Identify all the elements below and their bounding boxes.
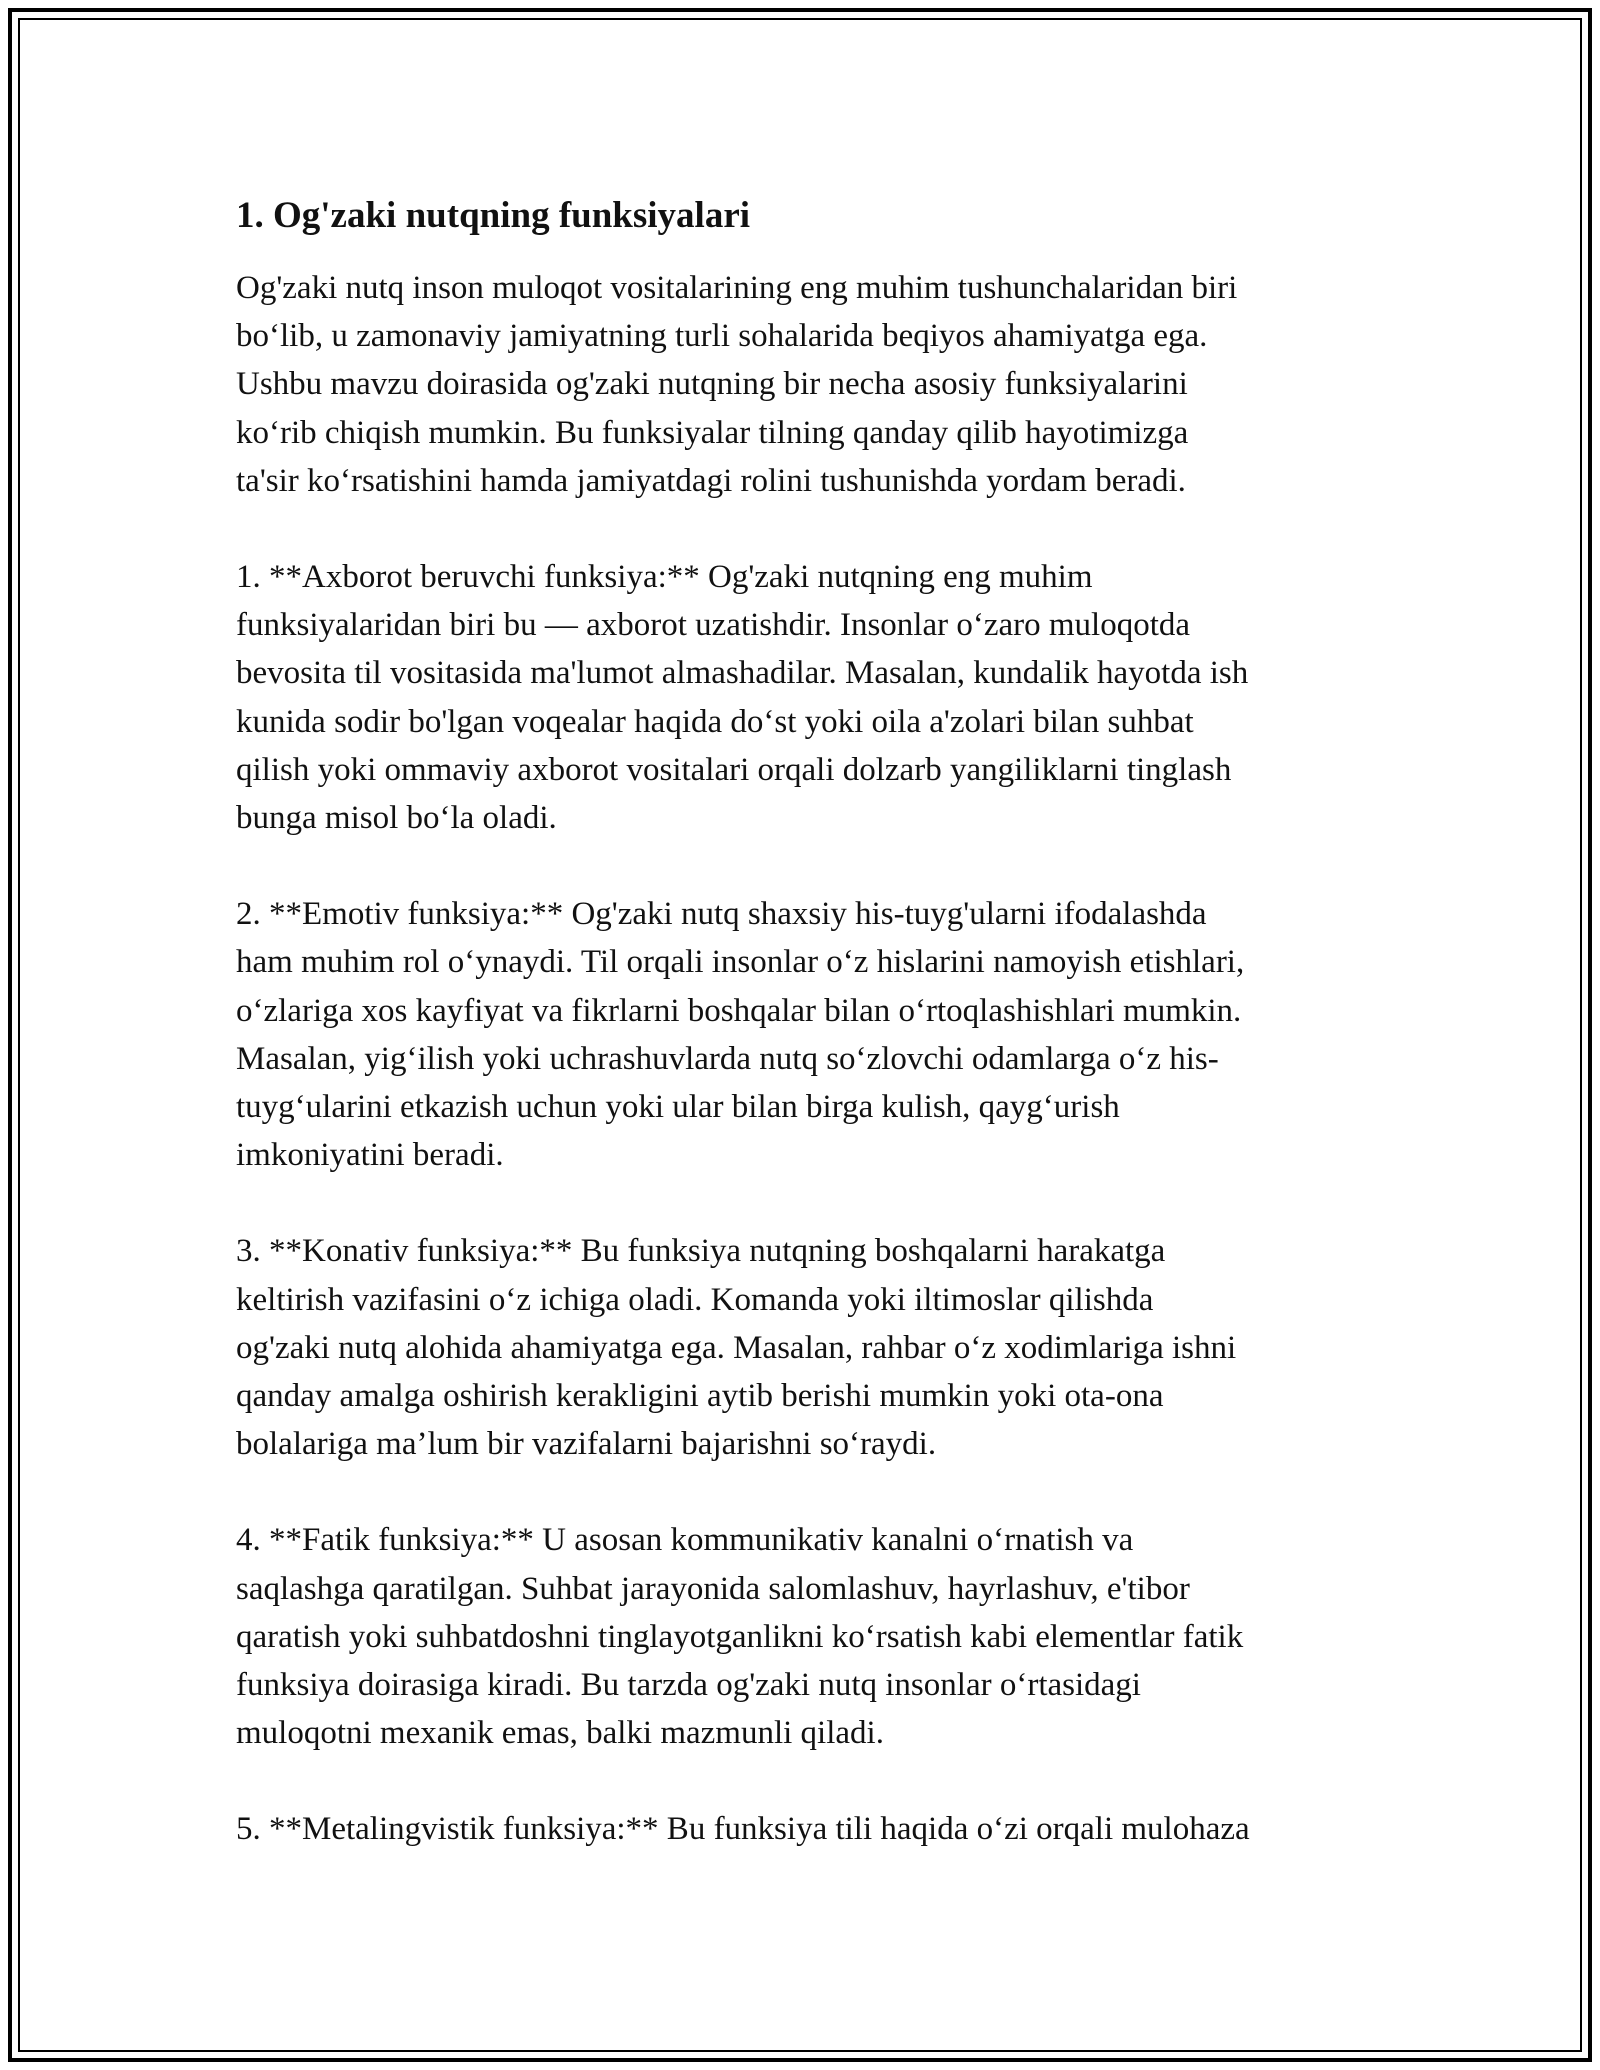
- list-item-axborot: [236, 553, 1416, 842]
- text-line: Ushbu mavzu doirasida og'zaki nutqning bir necha asosiy funksiyalarini: [236, 366, 1188, 403]
- list-item-fatik: [236, 1516, 1416, 1757]
- text-line: 2. **Emotiv funksiya:** Og'zaki nutq shaxsiy his-tuyg'ularni ifodalashda: [236, 896, 1207, 933]
- text-line: 4. **Fatik funksiya:** U asosan kommunikativ kanalni oʻrnatish va: [236, 1522, 1134, 1559]
- text-line: og'zaki nutq alohida ahamiyatga ega. Masalan, rahbar oʻz xodimlariga ishni: [236, 1329, 1237, 1366]
- text-line: imkoniyatini beradi.: [236, 1137, 504, 1174]
- text-line: bunga misol boʻla oladi.: [236, 800, 557, 837]
- text-line: ta'sir koʻrsatishini hamda jamiyatdagi rolini tushunishda yordam beradi.: [236, 462, 1186, 499]
- text-line: kunida sodir bo'lgan voqealar haqida doʻst yoki oila a'zolari bilan suhbat: [236, 703, 1194, 740]
- text-line: 1. **Axborot beruvchi funksiya:** Og'zaki nutqning eng muhim: [236, 559, 1093, 596]
- text-line: boʻlib, u zamonaviy jamiyatning turli sohalarida beqiyos ahamiyatga ega.: [236, 318, 1208, 355]
- list-item-emotiv: [236, 890, 1416, 1179]
- text-line: saqlashga qaratilgan. Suhbat jarayonida salomlashuv, hayrlashuv, e'tibor: [236, 1570, 1190, 1607]
- text-line: keltirish vazifasini oʻz ichiga oladi. Komanda yoki iltimoslar qilishda: [236, 1281, 1154, 1318]
- page-title: 1. Og'zaki nutqning funksiyalari: [236, 195, 751, 236]
- text-line: Og'zaki nutq inson muloqot vositalarining eng muhim tushunchalaridan biri: [236, 270, 1238, 306]
- text-line: qilish yoki ommaviy axborot vositalari orqali dolzarb yangiliklarni tinglash: [236, 751, 1232, 788]
- text-line: qanday amalga oshirish kerakligini aytib berishi mumkin yoki ota-ona: [236, 1378, 1164, 1415]
- list-item-konativ: [236, 1227, 1416, 1468]
- intro-paragraph: [236, 264, 1416, 505]
- list-item-metalingvistik: [236, 1805, 1416, 1853]
- document-body: [236, 188, 1416, 1854]
- text-line: funksiyalaridan biri bu — axborot uzatishdir. Insonlar oʻzaro muloqotda: [236, 607, 1191, 644]
- text-line: ham muhim rol oʻynaydi. Til orqali insonlar oʻz hislarini namoyish etishlari,: [236, 944, 1245, 981]
- text-line: bolalariga ma’lum bir vazifalarni bajarishni soʻraydi.: [236, 1426, 937, 1463]
- text-line: koʻrib chiqish mumkin. Bu funksiyalar tilning qanday qilib hayotimizga: [236, 414, 1189, 451]
- text-line: bevosita til vositasida ma'lumot almashadilar. Masalan, kundalik hayotda ish: [236, 655, 1249, 692]
- text-line: qaratish yoki suhbatdoshni tinglayotganlikni koʻrsatish kabi elementlar fatik: [236, 1618, 1244, 1655]
- text-line: 5. **Metalingvistik funksiya:** Bu funksiya tili haqida oʻzi orqali mulohaza: [236, 1811, 1250, 1848]
- text-line: oʻzlariga xos kayfiyat va fikrlarni boshqalar bilan oʻrtoqlashishlari mumkin.: [236, 992, 1242, 1029]
- text-line: tuygʻularini etkazish uchun yoki ular bilan birga kulish, qaygʻurish: [236, 1089, 1120, 1126]
- text-line: funksiya doirasiga kiradi. Bu tarzda og'zaki nutq insonlar oʻrtasidagi: [236, 1667, 1141, 1704]
- text-line: 3. **Konativ funksiya:** Bu funksiya nutqning boshqalarni harakatga: [236, 1233, 1166, 1270]
- text-line: Masalan, yigʻilish yoki uchrashuvlarda nutq soʻzlovchi odamlarga oʻz his-: [236, 1040, 1219, 1077]
- text-line: muloqotni mexanik emas, balki mazmunli qiladi.: [236, 1715, 884, 1752]
